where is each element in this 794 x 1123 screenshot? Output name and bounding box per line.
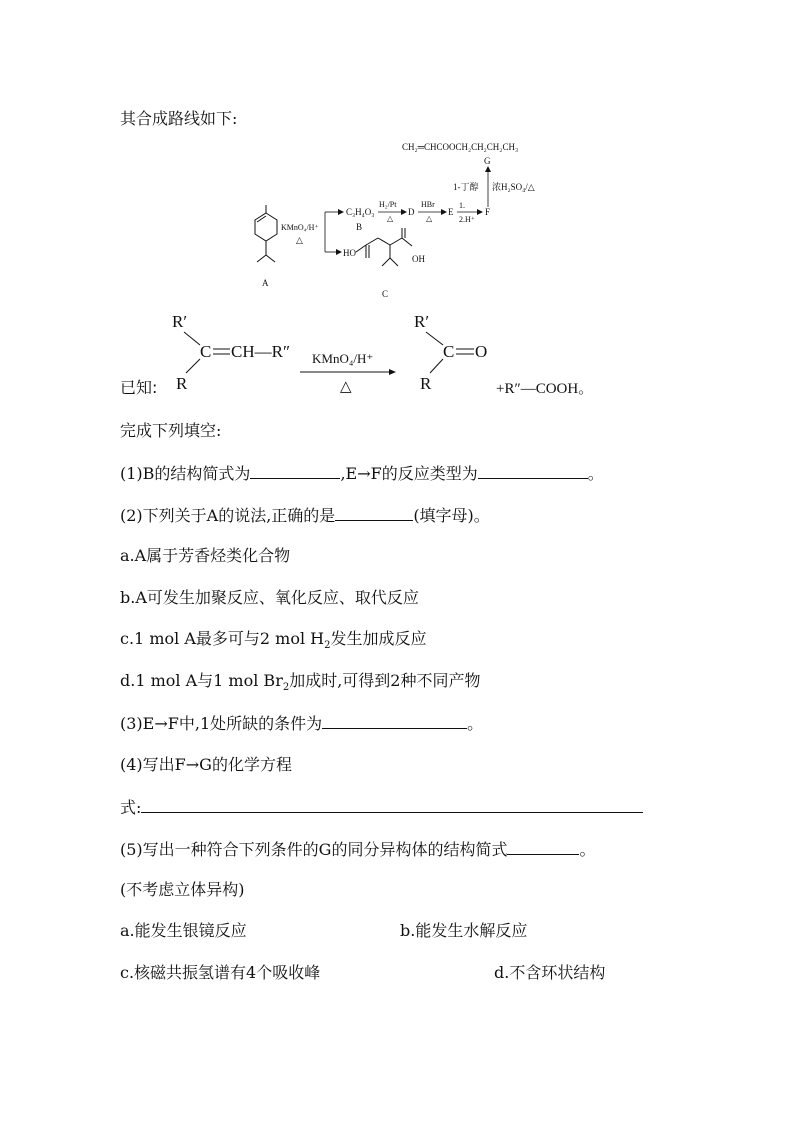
known-c: C: [200, 342, 212, 361]
opt-d-subscript: 2: [282, 682, 290, 694]
label-d: D: [408, 207, 415, 217]
q4-text-b: 式:: [120, 798, 142, 817]
opt-d-text-b: 加成时,可得到2种不同产物: [289, 671, 481, 690]
reagent-butanol: 1-丁醇: [453, 182, 479, 192]
question-3: [120, 712, 483, 735]
q1-blank-b-structure[interactable]: [250, 462, 340, 479]
questions-intro: 完成下列填空:: [120, 421, 222, 440]
arrowhead-e: [441, 209, 447, 215]
q1-text-c: 。: [587, 464, 604, 483]
formula-b: C₃H₄O₃: [346, 207, 375, 217]
known-label: 已知:: [120, 378, 158, 397]
label-e: E: [448, 207, 454, 217]
ho-group: HO: [343, 248, 356, 258]
step-ef-1: 1.: [459, 201, 465, 210]
label-c: C: [382, 289, 389, 299]
q5-blank[interactable]: [507, 838, 579, 855]
known-product-bond-lower: [430, 359, 443, 373]
label-g: G: [484, 156, 491, 166]
product-top-formula: CH₂═CHCOOCH₂CH₂CH₂CH₃: [402, 142, 519, 152]
reagent-hbr: HBr: [421, 200, 435, 209]
question-4-line-1: (4)写出F→G的化学方程: [120, 755, 292, 774]
arrowhead-g: [485, 166, 491, 172]
arrowhead-d: [401, 209, 407, 215]
arrowhead-f: [477, 209, 483, 215]
known-bond-upper: [184, 332, 200, 345]
q2-text-b: (填字母)。: [413, 506, 490, 525]
synthesis-scheme: [0, 0, 794, 310]
arrowhead-c: [336, 249, 342, 255]
arrowhead-b: [338, 209, 344, 215]
heat-bd: △: [387, 214, 394, 223]
condition-a: a.能发生银镜反应: [120, 921, 247, 940]
molecule-c-structure: [356, 228, 412, 266]
intro-text: 其合成路线如下:: [120, 109, 238, 128]
known-ch-r2: CH—R″: [231, 342, 291, 361]
known-r-prime: R′: [172, 312, 188, 331]
heat-de: △: [426, 214, 433, 223]
q5-text-b: 。: [579, 840, 596, 859]
question-2: [120, 504, 490, 527]
known-bond-lower: [186, 359, 200, 373]
condition-d: d.不含环状结构: [494, 963, 606, 982]
oh-group: OH: [412, 254, 425, 264]
opt-c-text-a: c.1 mol A最多可与2 mol H: [120, 629, 325, 648]
q1-text-b: ,E→F的反应类型为: [340, 464, 478, 483]
option-b: b.A可发生加聚反应、氧化反应、取代反应: [120, 588, 419, 607]
known-r: R: [176, 374, 188, 393]
opt-c-text-b: 发生加成反应: [330, 629, 427, 648]
molecule-a-structure: [255, 205, 277, 262]
question-5: [120, 838, 595, 861]
q4-blank[interactable]: [141, 796, 643, 813]
q5-text-a: (5)写出一种符合下列条件的G的同分异构体的结构简式: [120, 840, 508, 859]
q5-note: (不考虑立体异构): [120, 880, 245, 899]
step-ef-2: 2.H⁺: [459, 215, 475, 224]
question-4-line-2: [120, 796, 643, 819]
q2-blank[interactable]: [335, 504, 413, 521]
heat-symbol: △: [296, 235, 303, 245]
question-1: [120, 462, 604, 485]
q3-blank[interactable]: [322, 712, 467, 729]
opt-c-subscript: 2: [324, 640, 331, 652]
condition-b: b.能发生水解反应: [400, 921, 528, 940]
known-arrowhead: [389, 369, 396, 375]
q2-text-a: (2)下列关于A的说法,正确的是: [120, 506, 336, 525]
known-o: O: [475, 342, 488, 361]
known-heat: △: [340, 379, 352, 395]
known-reagent: KMnO₄/H⁺: [312, 351, 374, 366]
opt-d-text-a: d.1 mol A与1 mol Br: [120, 671, 283, 690]
known-product-r: R: [420, 374, 432, 393]
q3-text-b: 。: [467, 714, 484, 733]
known-product-bond-upper: [426, 332, 443, 345]
reagent-kmno4: KMnO₄/H⁺: [281, 223, 319, 232]
condition-c: c.核磁共振氢谱有4个吸收峰: [120, 963, 321, 982]
label-b: B: [356, 222, 363, 232]
q3-text-a: (3)E→F中,1处所缺的条件为: [120, 714, 323, 733]
known-product-c: C: [443, 342, 455, 361]
option-d: [120, 670, 481, 699]
label-a: A: [262, 278, 269, 288]
q1-blank-reaction-type[interactable]: [478, 462, 588, 479]
reagent-h2pt: H₂/Pt: [379, 200, 397, 209]
option-c: [120, 628, 427, 657]
known-plus-acid: +R″—COOH。: [496, 381, 594, 397]
q1-text-a: (1)B的结构简式为: [120, 464, 251, 483]
label-f: F: [485, 207, 491, 217]
reagent-h2so4: 浓H₂SO₄/△: [492, 182, 535, 192]
option-a: a.A属于芳香烃类化合物: [120, 546, 291, 565]
known-product-r-prime: R′: [414, 312, 430, 331]
known-reaction: [0, 305, 794, 405]
